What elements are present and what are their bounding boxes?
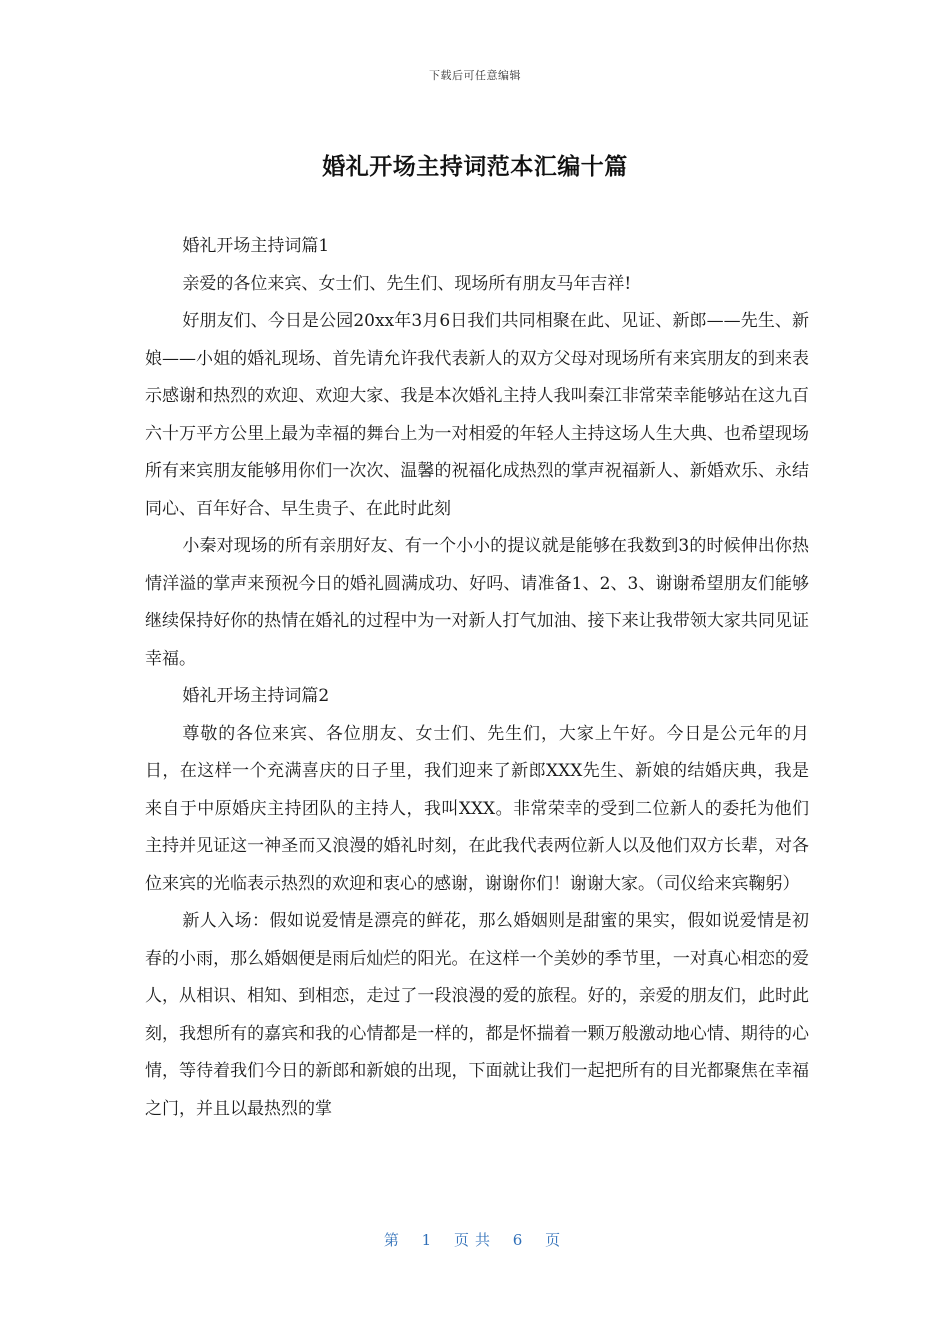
section-heading: 婚礼开场主持词篇1: [182, 236, 330, 256]
body-paragraph: 新人入场：假如说爱情是漂亮的鲜花，那么婚姻则是甜蜜的果实，假如说爱情是初春的小雨，那么婚姻便是雨后灿烂的阳光。在这样一个美妙的季节里，一对真心相恋的爱人，从相识、相知、到相恋，走过了一段浪漫的爱的旅程。好的，亲爱的朋友们，此时此刻，我想所有的嘉宾和我的心情都是一样的，都是怀揣着一颗万般激动地心情、期待的心情，等待着我们今日的新郎和新娘的出现，下面就让我们一起把所有的目光都聚焦在幸福之门，并且以最热烈的掌: [145, 911, 809, 1119]
document-body: [145, 228, 809, 1128]
body-paragraph: 好朋友们、今日是公园20xx年3月6日我们共同相聚在此、见证、新郎——先生、新娘——小姐的婚礼现场、首先请允许我代表新人的双方父母对现场所有来宾朋友的到来表示感谢和热烈的欢迎、欢迎大家、我是本次婚礼主持人我叫秦江非常荣幸能够站在这九百六十万平方公里上最为幸福的舞台上为一对相爱的年轻人主持这场人生大典、也希望现场所有来宾朋友能够用你们一次次、温馨的祝福化成热烈的掌声祝福新人、新婚欢乐、永结同心、百年好合、早生贵子、在此时此刻: [145, 311, 809, 519]
body-paragraph: 小秦对现场的所有亲朋好友、有一个小小的提议就是能够在我数到3的时候伸出你热情洋溢的掌声来预祝今日的婚礼圆满成功、好吗、请准备1、2、3、谢谢希望朋友们能够继续保持好你的热情在婚礼的过程中为一对新人打气加油、接下来让我带领大家共同见证幸福。: [145, 536, 809, 669]
page-number: 第 1 页共 6 页: [383, 1231, 567, 1249]
document-title: 婚礼开场主持词范本汇编十篇: [322, 154, 628, 180]
section-heading: 婚礼开场主持词篇2: [182, 686, 330, 706]
header-note: 下载后可任意编辑: [429, 69, 521, 82]
body-paragraph: 亲爱的各位来宾、女士们、先生们、现场所有朋友马年吉祥!: [182, 273, 632, 294]
body-paragraph: 尊敬的各位来宾、各位朋友、女士们、先生们，大家上午好。今日是公元年的月日，在这样一个充满喜庆的日子里，我们迎来了新郎XXX先生、新娘的结婚庆典，我是来自于中原婚庆主持团队的主持人，我叫XXX。非常荣幸的受到二位新人的委托为他们主持并见证这一神圣而又浪漫的婚礼时刻，在此我代表两位新人以及他们双方长辈，对各位来宾的光临表示热烈的欢迎和衷心的感谢，谢谢你们！谢谢大家。（司仪给来宾鞠躬）: [145, 723, 809, 894]
